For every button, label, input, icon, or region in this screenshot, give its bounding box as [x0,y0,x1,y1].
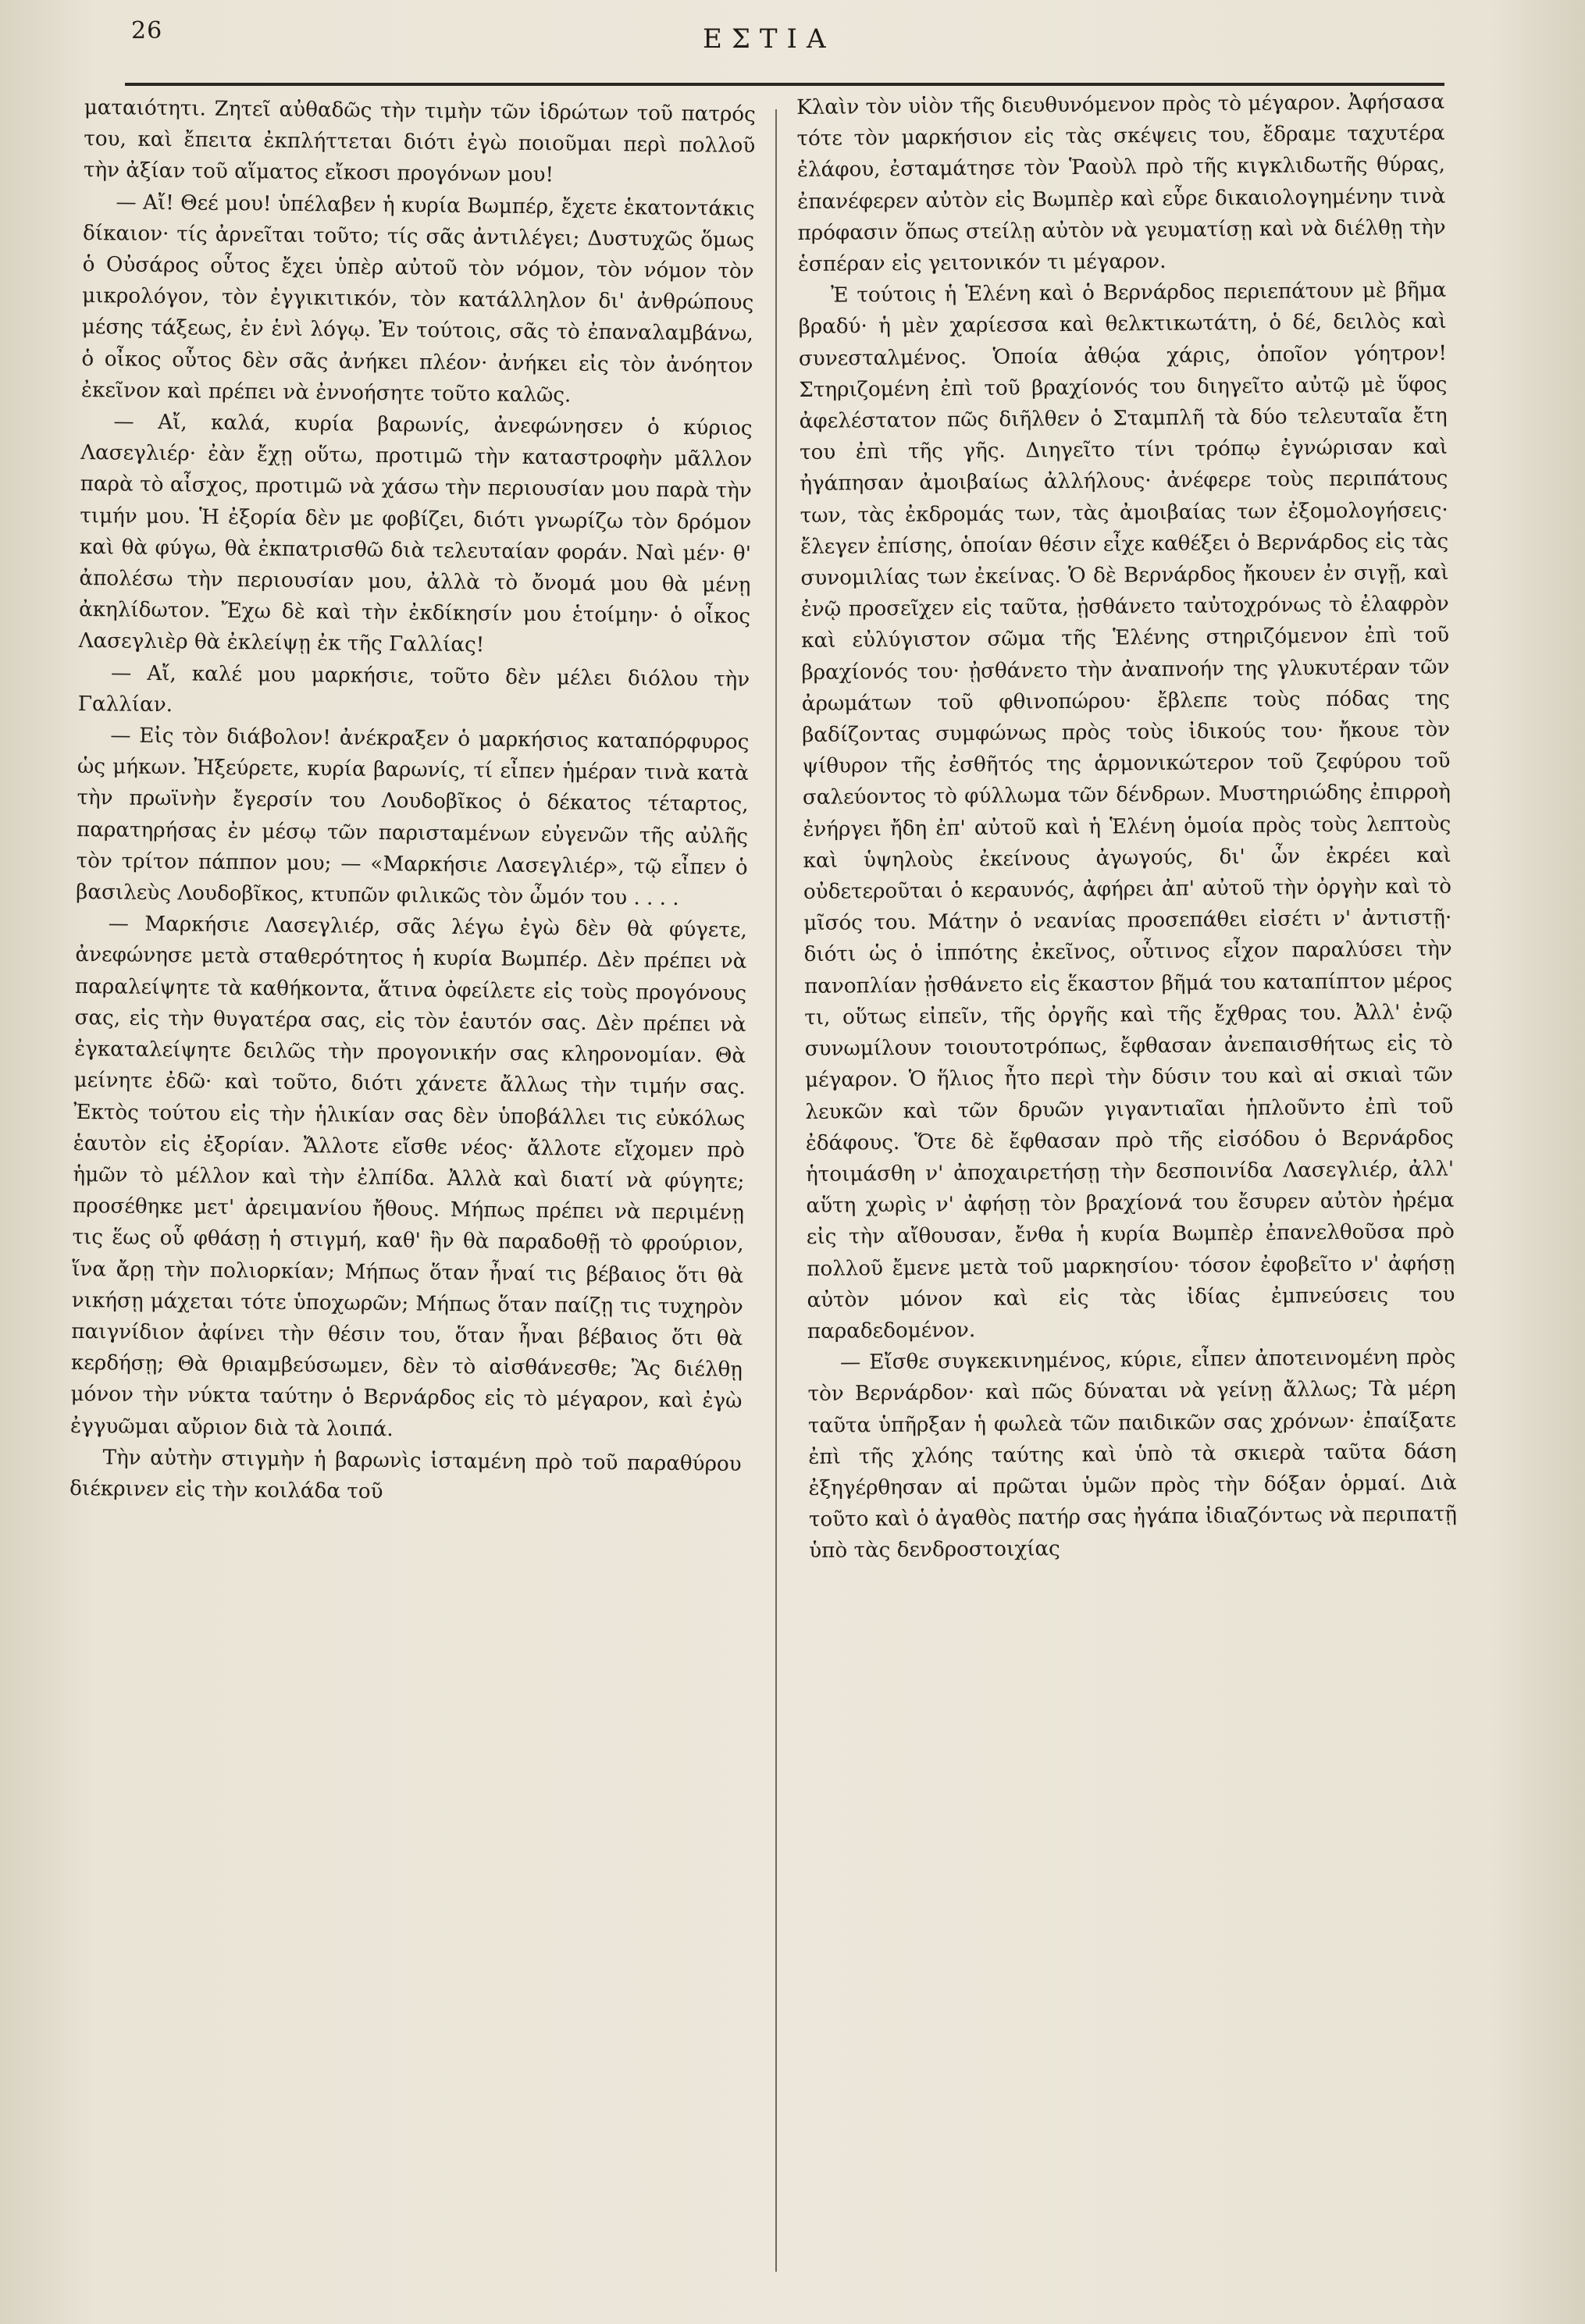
right-column [796,87,1463,2278]
paragraph: Τὴν αὐτὴν στιγμὴν ἡ βαρωνὶς ἱσταμένη πρὸ τοῦ παραθύρου διέκρινεν εἰς τὴν κοιλάδα τοῦ [69,1446,742,1504]
paragraph: — Εἰς τὸν διάβολον! ἀνέκραξεν ὁ μαρκήσιος καταπόρφυρος ὡς μήκων. Ἠξεύρετε, κυρία βαρωνίς, τί εἶπεν ἡμέραν τινὰ κατὰ τὴν πρωϊνὴν ἔγερσίν του Λουδοβῖκος ὁ δέκατος τέταρτος, παρατηρήσας ἐν μέσῳ τῶν παρισταμένων εὐγενῶν τῆς αὐλῆς τὸν τρίτον πάππον μου; — «Μαρκήσιε Λασεγλιέρ», τῷ εἶπεν ὁ βασιλεὺς Λουδοβῖκος, κτυπῶν φιλικῶς τὸν ὦμόν του . . . . [76,724,750,911]
left-column [62,92,756,2285]
column-divider [775,109,777,2272]
header-rule [125,83,1444,86]
paragraph: — Αἴ, καλέ μου μαρκήσιε, τοῦτο δὲν μέλει διόλου τὴν Γαλλίαν. [77,661,750,717]
paragraph: Ἐ τούτοις ἡ Ἑλένη καὶ ὁ Βερνάρδος περιεπάτουν μὲ βῆμα βραδύ· ἡ μὲν χαρίεσσα καὶ θελκτικωτάτη, ὁ δέ, δειλὸς καὶ συνεσταλμένος. Ὁποία ἀθῴα χάρις, ὁποῖον γόητρον! Στηριζομένη ἐπὶ τοῦ βραχίονός του διηγεῖτο αὐτῷ μὲ ὕφος ἀφελέστατον πῶς διῆλθεν ὁ Σταμπλῆ τὰ δύο τελευταῖα ἔτη του ἐπὶ τῆς γῆς. Διηγεῖτο τίνι τρόπῳ ἐγνώρισαν καὶ ἠγάπησαν ἀμοιβαίως ἀλλήλους· ἀνέφερε τοὺς περιπάτους των, τὰς ἐκδρομάς των, τὰς ἀμοιβαίας των ἐξομολογήσεις· ἔλεγεν ἐπίσης, ὁποίαν θέσιν εἶχε καθέξει ὁ Βερνάρδος εἰς τὰς συνομιλίας των ἐκείνας. Ὁ δὲ Βερνάρδος ἤκουεν ἐν σιγῇ, καὶ ἐνῷ προσεῖχεν εἰς ταῦτα, ᾐσθάνετο ταὐτοχρόνως τὸ ἐλαφρὸν καὶ εὐλύγιστον σῶμα τῆς Ἑλένης στηριζόμενον ἐπὶ τοῦ βραχίονός του· ᾐσθάνετο τὴν ἀναπνοήν της γλυκυτέραν τῶν ἀρωμάτων τοῦ φθινοπώρου· ἔβλεπε τοὺς πόδας της βαδίζοντας συμφώνως πρὸς τοὺς ἰδικούς του· ἤκουε τὸν ψίθυρον τῆς ἐσθῆτός της ἁρμονικώτερον τοῦ ζεφύρου τοῦ σαλεύοντος τὸ φύλλωμα τῶν δένδρων. Μυστηριώδης ἐπιρροὴ ἐνήργει ἤδη ἐπ' αὐτοῦ καὶ ἡ Ἑλένη ὁμοία πρὸς τοὺς λεπτοὺς καὶ ὑψηλοὺς ἐκείνους ἀγωγούς, δι' ὧν ἐκρέει καὶ οὐδετεροῦται ὁ κεραυνός, ἀφήρει ἀπ' αὐτοῦ τὴν ὀργὴν καὶ τὸ μῖσός του. Μάτην ὁ νεανίας προσεπάθει εἰσέτι ν' ἀντιστῇ· διότι ὡς ὁ ἱππότης ἐκεῖνος, οὗτινος εἶχον παραλύσει τὴν πανοπλίαν ᾐσθάνετο εἰς ἕκαστον βῆμά του καταπίπτον μέρος τι, οὕτως εἰπεῖν, τῆς ὀργῆς καὶ τῆς ἔχθρας του. Ἀλλ' ἐνῷ συνωμίλουν τοιουτοτρόπως, ἔφθασαν ἀνεπαισθήτως εἰς τὸ μέγαρον. Ὁ ἥλιος ἦτο περὶ τὴν δύσιν του καὶ αἱ σκιαὶ τῶν λευκῶν καὶ τῶν δρυῶν γιγαντιαῖαι ἡπλοῦντο ἐπὶ τοῦ ἐδάφους. Ὅτε δὲ ἔφθασαν πρὸ τῆς εἰσόδου ὁ Βερνάρδος ἡτοιμάσθη ν' ἀποχαιρετήσῃ τὴν δεσποινίδα Λασεγλιέρ, ἀλλ' αὕτη χωρὶς ν' ἀφήσῃ τὸν βραχίονά του ἔσυρεν αὐτὸν ἠρέμα εἰς τὴν αἴθουσαν, ἔνθα ἡ κυρία Βωμπὲρ ἐπανελθοῦσα πρὸ πολλοῦ ἔμενε μετὰ τοῦ μαρκησίου· τόσον ἐφοβεῖτο ν' ἀφήσῃ αὐτὸν μόνον καὶ εἰς τὰς ἰδίας ἐμπνεύσεις του παραδεδομένον. [798,278,1455,1344]
paragraph: — Αἴ! Θεέ μου! ὑπέλαβεν ἡ κυρία Βωμπέρ, ἔχετε ἑκατοντάκις δίκαιον· τίς ἀρνεῖται τοῦτο; τίς σᾶς ἀντιλέγει; Δυστυχῶς ὅμως ὁ Οὐσάρος οὗτος ἔχει ὑπὲρ αὐτοῦ τὸν νόμον, τὸν νόμον τὸν μικρολόγον, τὸν ἐγγικιτικόν, τὸν κατάλληλον δι' ἀνθρώπους μέσης τάξεως, ἐν ἑνὶ λόγῳ. Ἐν τούτοις, σᾶς τὸ ἐπαναλαμβάνω, ὁ οἶκος οὗτος δὲν σᾶς ἀνήκει πλέον· ἀνήκει εἰς τὸν ἀνόητον ἐκεῖνον καὶ πρέπει νὰ ἐννοήσητε τοῦτο καλῶς. [80,190,755,408]
paragraph: — Εἴσθε συγκεκινημένος, κύριε, εἶπεν ἀποτεινομένη πρὸς τὸν Βερνάρδον· καὶ πῶς δύναται νὰ γείνῃ ἄλλως; Τὰ μέρη ταῦτα ὑπῆρξαν ἡ φωλεὰ τῶν παιδικῶν σας χρόνων· ἐπαίξατε ἐπὶ τῆς χλόης ταύτης καὶ ὑπὸ τὰ σκιερὰ ταῦτα δάση ἐξηγέρθησαν αἱ πρῶται ὑμῶν πρὸς τὴν δόξαν ὁρμαί. Διὰ τοῦτο καὶ ὁ ἀγαθὸς πατήρ σας ἠγάπα ἰδιαζόντως νὰ περιπατῇ ὑπὸ τὰς δενδροστοιχίας [807,1345,1458,1564]
paragraph: ματαιότητι. Ζητεῖ αὐθαδῶς τὴν τιμὴν τῶν ἱδρώτων τοῦ πατρός του, καὶ ἔπειτα ἐκπλήττεται διότι ἐγὼ ποιοῦμαι περὶ πολλοῦ τὴν ἀξίαν τοῦ αἵματος εἴκοσι προγόνων μου! [83,95,756,187]
running-title: ΕΣΤΙΑ [703,23,835,55]
page-number: 26 [131,17,163,44]
paragraph: Κλαὶν τὸν υἱὸν τῆς διευθυνόμενον πρὸς τὸ μέγαρον. Ἀφήσασα τότε τὸν μαρκήσιον εἰς τὰς σκέψεις του, ἔδραμε ταχυτέρα ἐλάφου, ἐσταμάτησε τὸν Ῥαοὺλ πρὸ τῆς κιγκλιδωτῆς θύρας, ἐπανέφερεν αὐτὸν εἰς Βωμπὲρ καὶ εὗρε δικαιολογημένην τινὰ πρόφασιν ὅπως στείλῃ αὐτὸν νὰ γευματίσῃ καὶ νὰ διέλθῃ τὴν ἑσπέραν εἰς γειτονικόν τι μέγαρον. [796,90,1446,277]
paragraph: — Μαρκήσιε Λασεγλιέρ, σᾶς λέγω ἐγὼ δὲν θὰ φύγετε, ἀνεφώνησε μετὰ σταθερότητος ἡ κυρία Βωμπέρ. Δὲν πρέπει νὰ παραλείψητε τὰ καθήκοντα, ἅτινα ὀφείλετε εἰς τοὺς προγόνους σας, εἰς τὴν θυγατέρα σας, εἰς τὸν ἑαυτόν σας. Δὲν πρέπει νὰ ἐγκαταλείψητε δειλῶς τὴν προγονικήν σας κληρονομίαν. Θὰ μείνητε ἐδῶ· καὶ τοῦτο, διότι χάνετε ἄλλως τὴν τιμήν σας. Ἐκτὸς τούτου εἰς τὴν ἡλικίαν σας δὲν ὑποβάλλει τις εὐκόλως ἑαυτὸν εἰς ἐξορίαν. Ἄλλοτε εἴσθε νέος· ἄλλοτε εἴχομεν πρὸ ἡμῶν τὸ μέλλον καὶ τὴν ἐλπίδα. Ἀλλὰ καὶ διατί νὰ φύγητε; προσέθηκε μετ' ἀρειμανίου ἤθους. Μήπως πρέπει νὰ περιμένῃ τις ἕως οὗ φθάσῃ ἡ στιγμή, καθ' ἣν θὰ παραδοθῇ τὸ φρούριον, ἵνα ἄρῃ τὴν πολιορκίαν; Μήπως ὅταν ἦναί τις βέβαιος ὅτι θὰ νικήσῃ μάχεται τότε ὑποχωρῶν; Μήπως ὅταν παίζῃ τις τυχηρὸν παιγνίδιον ἀφίνει τὴν θέσιν του, ὅταν ἦναι βέβαιος ὅτι θὰ κερδήσῃ; Θὰ θριαμβεύσωμεν, δὲν τὸ αἰσθάνεσθε; Ἂς διέλθῃ μόνον τὴν νύκτα ταύτην ὁ Βερνάρδος εἰς τὸ μέγαρον, καὶ ἐγὼ ἐγγυῶμαι αὔριον διὰ τὰ λοιπά. [69,912,747,1441]
paragraph: — Αἴ, καλά, κυρία βαρωνίς, ἀνεφώνησεν ὁ κύριος Λασεγλιέρ· ἐὰν ἔχῃ οὕτω, προτιμῶ τὴν καταστροφὴν μᾶλλον παρὰ τὸ αἶσχος, προτιμῶ νὰ χάσω τὴν περιουσίαν μου παρὰ τὴν τιμήν μου. Ἡ ἐξορία δὲν με φοβίζει, διότι γνωρίζω τὸν δρόμον καὶ θὰ φύγω, θὰ ἐκπατρισθῶ διὰ τελευταίαν φοράν. Ναὶ μέν· θ' ἀπολέσω τὴν περιουσίαν μου, ἀλλὰ τὸ ὄνομά μου θὰ μένῃ ἀκηλίδωτον. Ἔχω δὲ καὶ τὴν ἐκδίκησίν μου ἑτοίμην· ὁ οἶκος Λασεγλιὲρ θὰ ἐκλείψῃ ἐκ τῆς Γαλλίας! [78,410,753,657]
